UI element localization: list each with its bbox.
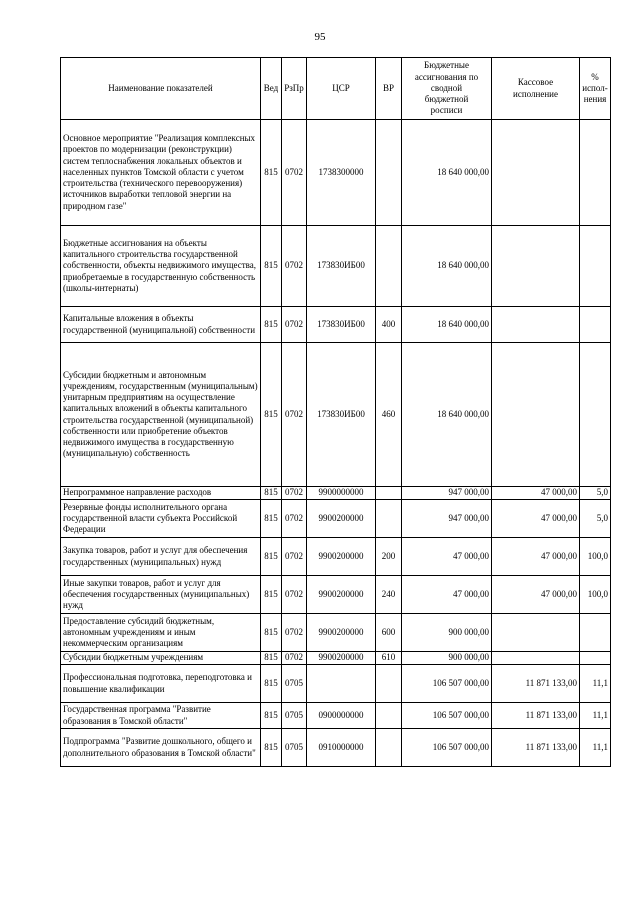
table-row	[61, 120, 611, 226]
header-cash-line: исполнение	[513, 88, 558, 99]
row-name: Субсидии бюджетным и автономным учреждениям, государственным (муниципальным) унитарным предприятиям на осуществление капитальных вложений в объекты капитального строительства государственной (муниципальной) собственности или приобретение объектов недвижимого имущества в государственную (муниципальную) собственность	[61, 343, 261, 487]
table-row	[61, 665, 611, 703]
row-csr	[307, 665, 376, 703]
header-csr: ЦСР	[307, 58, 376, 120]
row-assignment: 18 640 000,00	[402, 343, 492, 487]
row-vr: 400	[376, 307, 402, 343]
header-assignments	[402, 58, 492, 120]
header-name: Наименование показателей	[61, 58, 261, 120]
row-percent: 100,0	[580, 576, 611, 614]
row-percent: 5,0	[580, 487, 611, 500]
row-percent	[580, 120, 611, 226]
row-name: Иные закупки товаров, работ и услуг для обеспечения государственных (муниципальных) нужд	[61, 576, 261, 614]
row-csr: 173830ИБ00	[307, 226, 376, 307]
table-row	[61, 652, 611, 665]
row-ved: 815	[261, 226, 282, 307]
row-cash	[492, 343, 580, 487]
table-row	[61, 703, 611, 729]
row-ved: 815	[261, 307, 282, 343]
row-assignment: 18 640 000,00	[402, 226, 492, 307]
row-assignment: 900 000,00	[402, 614, 492, 652]
row-assignment: 47 000,00	[402, 538, 492, 576]
row-name: Профессиональная подготовка, переподготовка и повышение квалификации	[61, 665, 261, 703]
row-csr: 0910000000	[307, 729, 376, 767]
row-ved: 815	[261, 120, 282, 226]
row-assignment: 18 640 000,00	[402, 307, 492, 343]
row-percent: 11,1	[580, 729, 611, 767]
row-assignment: 106 507 000,00	[402, 665, 492, 703]
row-ved: 815	[261, 703, 282, 729]
row-rzpr: 0702	[282, 120, 307, 226]
row-rzpr: 0705	[282, 703, 307, 729]
row-name: Предоставление субсидий бюджетным, автономным учреждениям и иным некоммерческим организациям	[61, 614, 261, 652]
row-assignment: 106 507 000,00	[402, 729, 492, 767]
row-name: Капитальные вложения в объекты государственной (муниципальной) собственности	[61, 307, 261, 343]
header-vr: ВР	[376, 58, 402, 120]
table-header	[61, 58, 611, 120]
row-cash	[492, 226, 580, 307]
header-percent-line: %	[591, 71, 599, 82]
row-ved: 815	[261, 729, 282, 767]
header-cash	[492, 58, 580, 120]
header-ved: Вед	[261, 58, 282, 120]
row-name: Государственная программа "Развитие образования в Томской области"	[61, 703, 261, 729]
header-percent	[580, 58, 611, 120]
table-body	[61, 120, 611, 767]
row-ved: 815	[261, 500, 282, 538]
row-percent	[580, 614, 611, 652]
row-cash	[492, 614, 580, 652]
row-vr	[376, 226, 402, 307]
row-rzpr: 0702	[282, 343, 307, 487]
row-csr: 9900200000	[307, 576, 376, 614]
row-name: Закупка товаров, работ и услуг для обеспечения государственных (муниципальных) нужд	[61, 538, 261, 576]
table-row	[61, 307, 611, 343]
row-rzpr: 0702	[282, 614, 307, 652]
row-assignment: 18 640 000,00	[402, 120, 492, 226]
row-cash: 47 000,00	[492, 576, 580, 614]
row-csr: 1738300000	[307, 120, 376, 226]
row-cash	[492, 652, 580, 665]
row-cash: 11 871 133,00	[492, 665, 580, 703]
row-assignment: 947 000,00	[402, 500, 492, 538]
row-csr: 9900200000	[307, 652, 376, 665]
row-percent	[580, 343, 611, 487]
row-rzpr: 0705	[282, 665, 307, 703]
row-percent: 11,1	[580, 665, 611, 703]
row-ved: 815	[261, 343, 282, 487]
row-csr: 173830ИБ00	[307, 343, 376, 487]
row-ved: 815	[261, 614, 282, 652]
page-number: 95	[314, 31, 326, 43]
row-vr: 600	[376, 614, 402, 652]
row-vr: 610	[376, 652, 402, 665]
row-vr: 200	[376, 538, 402, 576]
table-row	[61, 487, 611, 500]
row-csr: 9900200000	[307, 614, 376, 652]
table-row	[61, 729, 611, 767]
row-name: Основное мероприятие "Реализация комплексных проектов по модернизации (реконструкции) систем теплоснабжения локальных объектов и населенных пунктов Томской области с учетом строительства (технического перевооружения) источников выработки тепловой энергии на природном газе"	[61, 120, 261, 226]
row-csr: 9900200000	[307, 538, 376, 576]
table-row	[61, 343, 611, 487]
row-percent	[580, 652, 611, 665]
row-cash: 47 000,00	[492, 538, 580, 576]
header-assign-line: ассигнования по	[414, 71, 479, 82]
row-assignment: 106 507 000,00	[402, 703, 492, 729]
table-row	[61, 226, 611, 307]
row-percent: 100,0	[580, 538, 611, 576]
row-ved: 815	[261, 538, 282, 576]
row-name: Субсидии бюджетным учреждениям	[61, 652, 261, 665]
row-cash: 11 871 133,00	[492, 729, 580, 767]
row-rzpr: 0702	[282, 500, 307, 538]
row-ved: 815	[261, 665, 282, 703]
header-rzpr: РзПр	[282, 58, 307, 120]
row-cash: 11 871 133,00	[492, 703, 580, 729]
row-assignment: 947 000,00	[402, 487, 492, 500]
table-row	[61, 500, 611, 538]
row-name: Подпрограмма "Развитие дошкольного, общего и дополнительного образования в Томской области"	[61, 729, 261, 767]
row-vr	[376, 487, 402, 500]
row-csr: 0900000000	[307, 703, 376, 729]
row-vr	[376, 500, 402, 538]
row-rzpr: 0702	[282, 307, 307, 343]
row-vr: 460	[376, 343, 402, 487]
row-ved: 815	[261, 652, 282, 665]
row-name: Резервные фонды исполнительного органа государственной власти субъекта Российской Федерации	[61, 500, 261, 538]
row-rzpr: 0705	[282, 729, 307, 767]
row-cash: 47 000,00	[492, 487, 580, 500]
header-assign-line: Бюджетные	[424, 60, 469, 71]
budget-table	[60, 57, 611, 767]
row-vr: 240	[376, 576, 402, 614]
row-percent	[580, 307, 611, 343]
row-rzpr: 0702	[282, 576, 307, 614]
row-vr	[376, 703, 402, 729]
row-rzpr: 0702	[282, 652, 307, 665]
row-vr	[376, 729, 402, 767]
header-percent-line: нения	[583, 94, 607, 105]
row-percent: 5,0	[580, 500, 611, 538]
row-cash: 47 000,00	[492, 500, 580, 538]
row-rzpr: 0702	[282, 487, 307, 500]
row-cash	[492, 120, 580, 226]
header-row	[61, 58, 611, 120]
table-row	[61, 576, 611, 614]
header-percent-line: испол-	[582, 82, 608, 93]
row-rzpr: 0702	[282, 226, 307, 307]
table-row	[61, 614, 611, 652]
row-ved: 815	[261, 576, 282, 614]
header-cash-line: Кассовое	[517, 77, 554, 88]
row-vr	[376, 665, 402, 703]
row-vr	[376, 120, 402, 226]
row-ved: 815	[261, 487, 282, 500]
row-csr: 9900000000	[307, 487, 376, 500]
row-percent: 11,1	[580, 703, 611, 729]
table-row	[61, 538, 611, 576]
header-assign-line: сводной	[430, 82, 463, 93]
row-csr: 173830ИБ00	[307, 307, 376, 343]
row-name: Непрограммное направление расходов	[61, 487, 261, 500]
row-cash	[492, 307, 580, 343]
row-name: Бюджетные ассигнования на объекты капитального строительства государственной собственности, объекты недвижимого имущества, приобретаемые в государственную собственность (школы-интернаты)	[61, 226, 261, 307]
header-assign-line: росписи	[430, 105, 463, 116]
row-csr: 9900200000	[307, 500, 376, 538]
row-rzpr: 0702	[282, 538, 307, 576]
row-assignment: 47 000,00	[402, 576, 492, 614]
header-assign-line: бюджетной	[424, 94, 469, 105]
row-assignment: 900 000,00	[402, 652, 492, 665]
row-percent	[580, 226, 611, 307]
